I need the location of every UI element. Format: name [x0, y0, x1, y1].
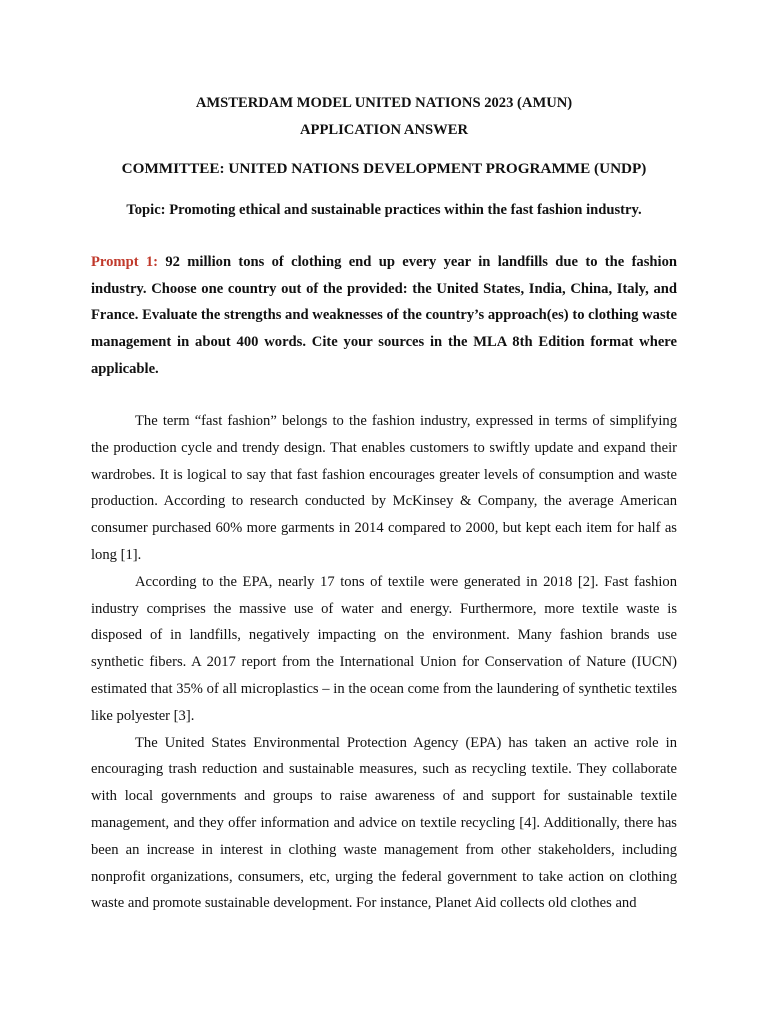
body-paragraph: According to the EPA, nearly 17 tons of textile were generated in 2018 [2]. Fast fashion industry comprises the massive use of water and energy. Furthermore, more textile waste is disposed of in landfills, negatively impacting on the environment. Many fashion brands use synthetic fibers. A 2017 report from the International Union for Conservation of Nature (IUCN) estimated that 35% of all microplastics – in the ocean come from the laundering of synthetic textiles like polyester [3].: [91, 573, 677, 724]
body-paragraph: The United States Environmental Protection Agency (EPA) has taken an active role in encouraging trash reduction and sustainable measures, such as recycling textile. They collaborate with local governments and groups to raise awareness of and support for sustainable textile management, and they offer information and advice on textile recycling [4]. Additionally, there has been an increase in interest in clothing waste management from other stakeholders, including nonprofit organizations, consumers, etc, urging the federal government to take action on clothing waste and promote sustainable development. For instance, Planet Aid collects old clothes and: [91, 734, 677, 912]
prompt-block: [91, 249, 677, 383]
committee-heading: COMMITTEE: UNITED NATIONS DEVELOPMENT PROGRAMME (UNDP): [121, 160, 647, 177]
answer-body: [91, 408, 677, 917]
body-paragraph: The term “fast fashion” belongs to the fashion industry, expressed in terms of simplifying the production cycle and trendy design. That enables customers to swiftly update and expand their wardrobes. It is logical to say that fast fashion encourages greater levels of consumption and waste production. According to research conducted by McKinsey & Company, the average American consumer purchased 60% more garments in 2014 compared to 2000, but kept each item for half as long [1].: [91, 413, 677, 563]
topic-heading: Topic: Promoting ethical and sustainable practices within the fast fashion industry.: [126, 202, 642, 218]
document-title: AMSTERDAM MODEL UNITED NATIONS 2023 (AMUN): [195, 95, 573, 111]
document-subtitle: APPLICATION ANSWER: [300, 122, 468, 138]
prompt-label: Prompt 1:: [91, 254, 159, 270]
prompt-text: 92 million tons of clothing end up every year in landfills due to the fashion industry. Choose one country out of the provided: the United States, India, China, Italy, and France. Evaluate the strengths and weaknesses of the country’s approach(es) to clothing waste management in about 400 words. Cite your sources in the MLA 8th Edition format where applicable.: [91, 254, 677, 377]
